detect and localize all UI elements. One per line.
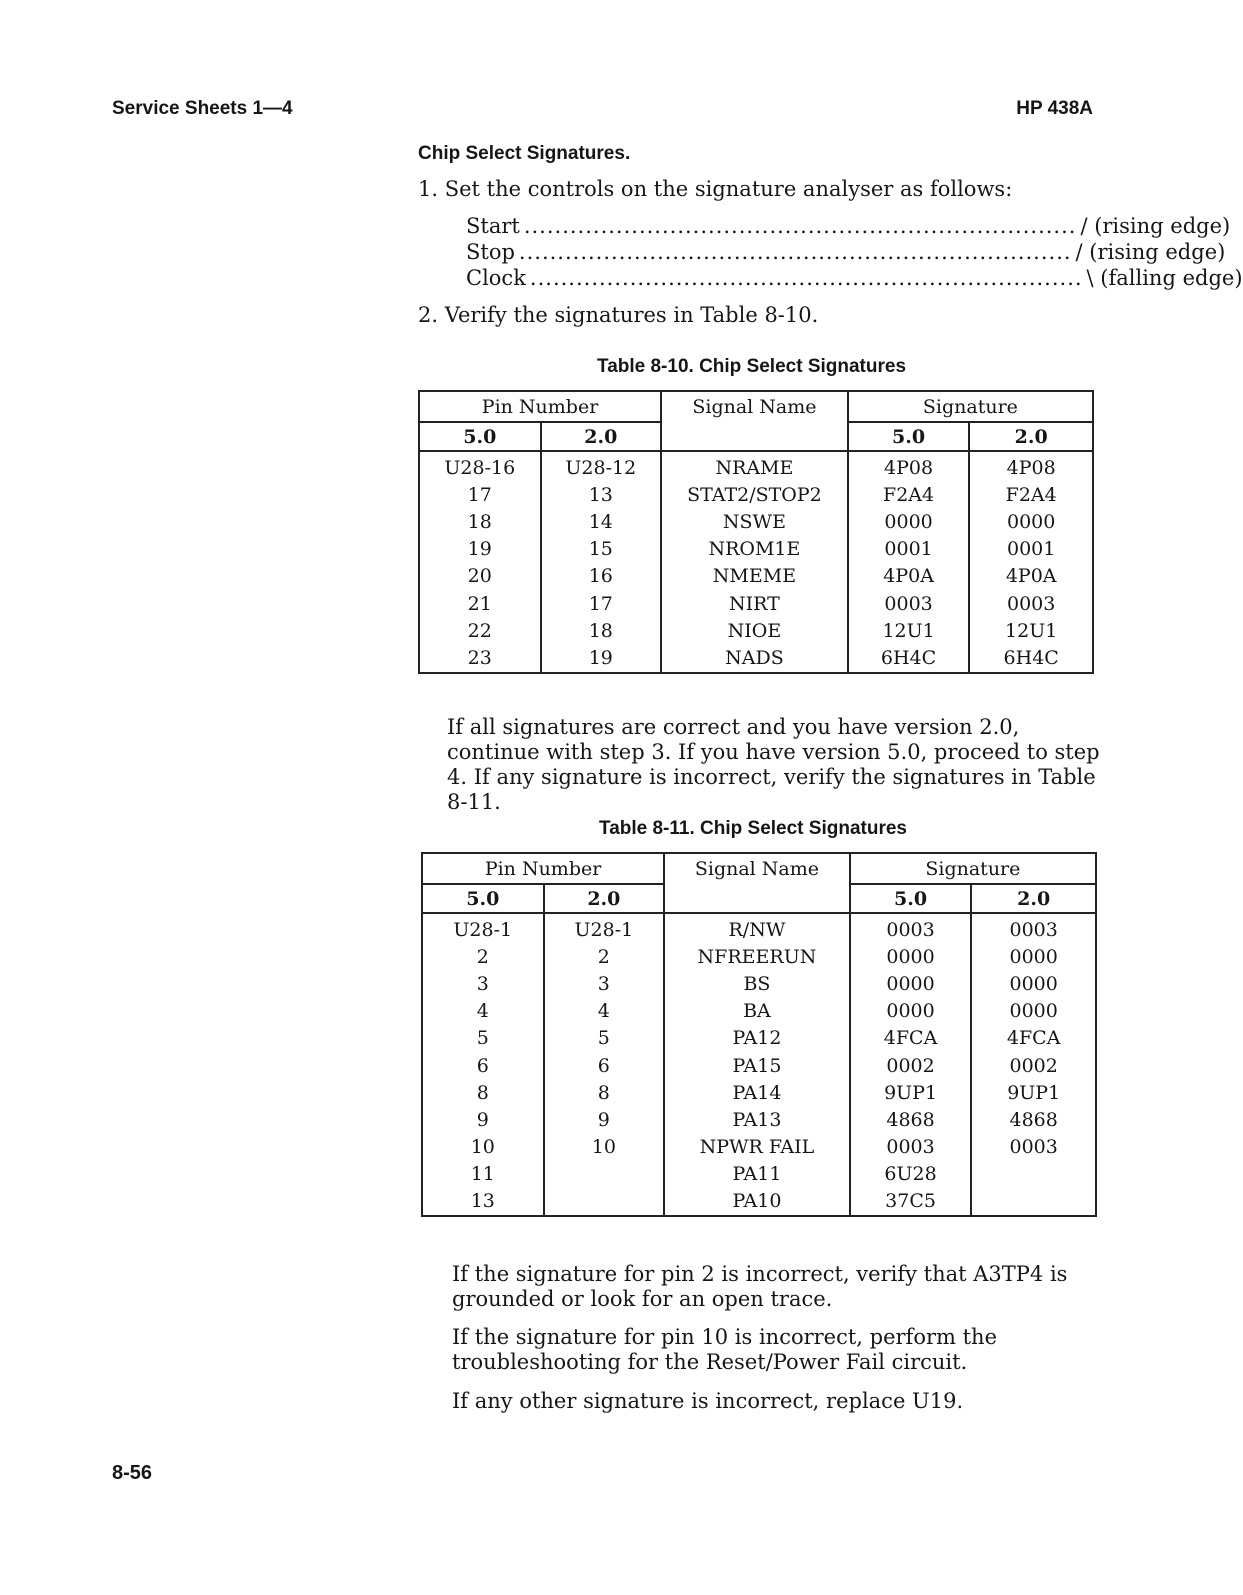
pin-20-cell xyxy=(544,1161,665,1188)
setting-value: \ (falling edge) xyxy=(1086,266,1243,290)
signal-name-cell: R/NW xyxy=(664,913,850,943)
table-8-11-body xyxy=(422,913,1096,1216)
leader-dots: ........................................................................ xyxy=(529,266,1083,290)
sig-20-cell: 0000 xyxy=(971,998,1096,1025)
sig-20-cell: 0000 xyxy=(971,970,1096,997)
sig-50-cell: 4P08 xyxy=(848,451,970,481)
signal-name-cell: PA11 xyxy=(664,1161,850,1188)
pin-50-cell: U28-16 xyxy=(419,451,541,481)
sig-50-cell: 6U28 xyxy=(850,1161,972,1188)
leader-dots: ........................................................................ xyxy=(518,240,1072,264)
sig-20-cell: 0003 xyxy=(971,913,1096,943)
sig-20-cell: 4P08 xyxy=(969,451,1093,481)
sig-20-cell: 0001 xyxy=(969,536,1093,563)
table-row xyxy=(419,508,1093,535)
note-pin-10: If the signature for pin 10 is incorrect, perform the troubleshooting for the Reset/Power Fail circuit. xyxy=(452,1325,997,1374)
step-1-text: 1. Set the controls on the signature analyser as follows: xyxy=(418,177,1013,201)
signature-header: Signature xyxy=(848,391,1093,422)
pin-50-cell: 5 xyxy=(422,1025,544,1052)
signal-name-cell: NIOE xyxy=(661,617,848,644)
signal-name-cell: NMEME xyxy=(661,563,848,590)
sig-50-cell: 0003 xyxy=(850,1134,972,1161)
pin-20-cell: 8 xyxy=(544,1079,665,1106)
sig-50-cell: 9UP1 xyxy=(850,1079,972,1106)
pin-20-cell: 13 xyxy=(541,481,662,508)
sig-20-cell: 0000 xyxy=(971,943,1096,970)
pin-50-cell: 18 xyxy=(419,508,541,535)
table-row xyxy=(419,481,1093,508)
pin-20-cell: 16 xyxy=(541,563,662,590)
pin-50-cell: 9 xyxy=(422,1106,544,1133)
signal-name-cell: NPWR FAIL xyxy=(664,1134,850,1161)
sig-version-20-header: 2.0 xyxy=(969,422,1093,451)
pin-50-cell: U28-1 xyxy=(422,913,544,943)
sig-50-cell: F2A4 xyxy=(848,481,970,508)
sig-20-cell: F2A4 xyxy=(969,481,1093,508)
pin-50-cell: 2 xyxy=(422,943,544,970)
table-row xyxy=(422,998,1096,1025)
pin-50-cell: 6 xyxy=(422,1052,544,1079)
leader-dots: ........................................................................ xyxy=(523,214,1077,238)
table-row xyxy=(419,617,1093,644)
sig-50-cell: 37C5 xyxy=(850,1188,972,1216)
pin-version-20-header: 2.0 xyxy=(544,884,665,913)
signal-name-cell: PA15 xyxy=(664,1052,850,1079)
sig-50-cell: 4FCA xyxy=(850,1025,972,1052)
sig-50-cell: 6H4C xyxy=(848,644,970,672)
sig-50-cell: 0003 xyxy=(848,590,970,617)
setting-label: Start xyxy=(466,214,520,238)
pin-20-cell: 18 xyxy=(541,617,662,644)
pin-50-cell: 23 xyxy=(419,644,541,672)
sig-20-cell: 6H4C xyxy=(969,644,1093,672)
table-8-10 xyxy=(418,390,1094,674)
pin-50-cell: 10 xyxy=(422,1134,544,1161)
signal-name-cell: BA xyxy=(664,998,850,1025)
table-row xyxy=(422,1161,1096,1188)
table-8-10-caption: Table 8-10. Chip Select Signatures xyxy=(597,356,907,377)
sig-50-cell: 4868 xyxy=(850,1106,972,1133)
pin-20-cell: 6 xyxy=(544,1052,665,1079)
signal-name-cell: BS xyxy=(664,970,850,997)
sig-20-cell xyxy=(971,1188,1096,1216)
table-8-10-instructions: If all signatures are correct and you have version 2.0, continue with step 3. If you have version 5.0, proceed to step 4. If any signature is incorrect, verify the signatures in Table 8-11. xyxy=(447,715,1100,814)
running-header-section: Service Sheets 1—4 xyxy=(112,98,293,119)
table-row xyxy=(422,1134,1096,1161)
pin-50-cell: 19 xyxy=(419,536,541,563)
signature-header: Signature xyxy=(850,853,1096,884)
sig-50-cell: 0000 xyxy=(850,970,972,997)
table-row xyxy=(419,563,1093,590)
signal-name-cell: PA10 xyxy=(664,1188,850,1216)
table-row xyxy=(422,1188,1096,1216)
sig-20-cell: 12U1 xyxy=(969,617,1093,644)
signal-name-cell: PA13 xyxy=(664,1106,850,1133)
pin-50-cell: 17 xyxy=(419,481,541,508)
step-2-text: 2. Verify the signatures in Table 8-10. xyxy=(418,303,819,327)
table-row xyxy=(419,590,1093,617)
setting-stop xyxy=(466,240,1226,266)
signal-name-cell: NSWE xyxy=(661,508,848,535)
table-row xyxy=(422,970,1096,997)
sig-50-cell: 0000 xyxy=(848,508,970,535)
sig-version-20-header: 2.0 xyxy=(971,884,1096,913)
table-row xyxy=(419,536,1093,563)
note-pin-2: If the signature for pin 2 is incorrect, verify that A3TP4 is grounded or look for an open trace. xyxy=(452,1262,1068,1311)
page-number: 8-56 xyxy=(112,1462,153,1484)
setting-value: / (rising edge) xyxy=(1075,240,1226,264)
pin-50-cell: 22 xyxy=(419,617,541,644)
table-row xyxy=(422,1106,1096,1133)
pin-20-cell: 4 xyxy=(544,998,665,1025)
signal-name-header: Signal Name xyxy=(661,391,848,451)
pin-number-header: Pin Number xyxy=(422,853,664,884)
table-row xyxy=(419,451,1093,481)
table-row xyxy=(422,1052,1096,1079)
pin-20-cell: 3 xyxy=(544,970,665,997)
signal-name-cell: NROM1E xyxy=(661,536,848,563)
sig-20-cell: 0003 xyxy=(969,590,1093,617)
sig-20-cell: 0000 xyxy=(969,508,1093,535)
signal-name-cell: PA14 xyxy=(664,1079,850,1106)
pin-20-cell: 19 xyxy=(541,644,662,672)
pin-version-50-header: 5.0 xyxy=(419,422,541,451)
setting-label: Clock xyxy=(466,266,526,290)
signal-name-cell: STAT2/STOP2 xyxy=(661,481,848,508)
running-header-model: HP 438A xyxy=(1016,98,1093,119)
pin-20-cell: 10 xyxy=(544,1134,665,1161)
signal-name-cell: NIRT xyxy=(661,590,848,617)
pin-20-cell: 14 xyxy=(541,508,662,535)
signal-name-cell: NFREERUN xyxy=(664,943,850,970)
pin-50-cell: 4 xyxy=(422,998,544,1025)
setting-value: / (rising edge) xyxy=(1080,214,1231,238)
signal-name-cell: NRAME xyxy=(661,451,848,481)
sig-version-50-header: 5.0 xyxy=(848,422,970,451)
sig-version-50-header: 5.0 xyxy=(850,884,972,913)
section-title: Chip Select Signatures. xyxy=(418,143,631,164)
pin-50-cell: 20 xyxy=(419,563,541,590)
setting-start xyxy=(466,214,1231,240)
table-8-11-caption: Table 8-11. Chip Select Signatures xyxy=(599,818,907,839)
sig-20-cell: 9UP1 xyxy=(971,1079,1096,1106)
sig-20-cell xyxy=(971,1161,1096,1188)
signal-name-cell: NADS xyxy=(661,644,848,672)
pin-50-cell: 11 xyxy=(422,1161,544,1188)
sig-20-cell: 0003 xyxy=(971,1134,1096,1161)
table-row xyxy=(422,943,1096,970)
table-8-11 xyxy=(421,852,1097,1217)
pin-version-50-header: 5.0 xyxy=(422,884,544,913)
sig-50-cell: 4P0A xyxy=(848,563,970,590)
pin-20-cell: 9 xyxy=(544,1106,665,1133)
sig-50-cell: 0000 xyxy=(850,998,972,1025)
pin-50-cell: 21 xyxy=(419,590,541,617)
pin-50-cell: 8 xyxy=(422,1079,544,1106)
table-8-10-body xyxy=(419,451,1093,673)
setting-clock xyxy=(466,266,1243,292)
sig-50-cell: 0001 xyxy=(848,536,970,563)
setting-label: Stop xyxy=(466,240,515,264)
table-row xyxy=(422,1025,1096,1052)
pin-50-cell: 13 xyxy=(422,1188,544,1216)
pin-20-cell xyxy=(544,1188,665,1216)
pin-20-cell: 15 xyxy=(541,536,662,563)
sig-50-cell: 0003 xyxy=(850,913,972,943)
sig-50-cell: 0000 xyxy=(850,943,972,970)
pin-20-cell: U28-1 xyxy=(544,913,665,943)
table-row xyxy=(422,1079,1096,1106)
sig-50-cell: 0002 xyxy=(850,1052,972,1079)
pin-50-cell: 3 xyxy=(422,970,544,997)
sig-20-cell: 0002 xyxy=(971,1052,1096,1079)
pin-20-cell: 2 xyxy=(544,943,665,970)
sig-20-cell: 4P0A xyxy=(969,563,1093,590)
pin-version-20-header: 2.0 xyxy=(541,422,662,451)
pin-20-cell: U28-12 xyxy=(541,451,662,481)
sig-20-cell: 4868 xyxy=(971,1106,1096,1133)
pin-number-header: Pin Number xyxy=(419,391,661,422)
pin-20-cell: 5 xyxy=(544,1025,665,1052)
note-other: If any other signature is incorrect, replace U19. xyxy=(452,1389,964,1413)
signal-name-header: Signal Name xyxy=(664,853,850,913)
sig-20-cell: 4FCA xyxy=(971,1025,1096,1052)
table-row xyxy=(419,644,1093,672)
pin-20-cell: 17 xyxy=(541,590,662,617)
signal-name-cell: PA12 xyxy=(664,1025,850,1052)
table-row xyxy=(422,913,1096,943)
sig-50-cell: 12U1 xyxy=(848,617,970,644)
